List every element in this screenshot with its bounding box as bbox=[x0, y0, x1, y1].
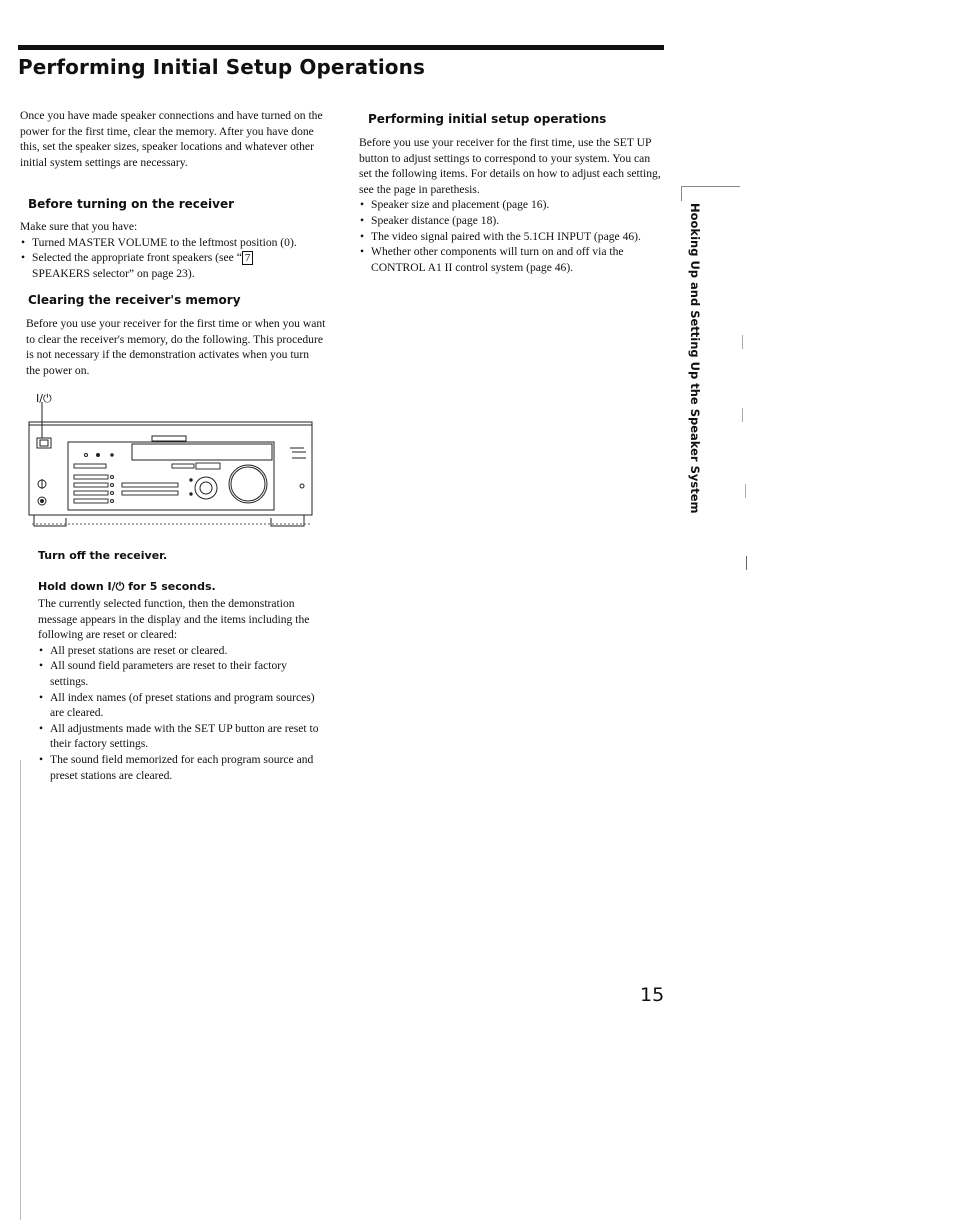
scan-mark bbox=[742, 335, 743, 349]
list-item: • All adjustments made with the SET UP button are reset to their factory settings. bbox=[38, 721, 328, 752]
list-item: • The video signal paired with the 5.1CH INPUT (page 46). bbox=[359, 229, 665, 245]
scan-mark bbox=[746, 556, 747, 570]
list-item-text: SPEAKERS selector” on page 23). bbox=[32, 266, 195, 280]
intro-text: Once you have made speaker connections and have turned on the power for the first time, clear the memory. After you have done this, set the speaker sizes, speaker locations and whatever other initial system settings are necessary. bbox=[20, 109, 323, 169]
list-item: • Speaker size and placement (page 16). bbox=[359, 197, 665, 213]
step-2: Hold down I/⏻ for 5 seconds. bbox=[38, 580, 216, 593]
scan-mark bbox=[745, 484, 746, 498]
scan-mark bbox=[742, 408, 743, 422]
list-item: • All index names (of preset stations and program sources) are cleared. bbox=[38, 690, 328, 721]
list-item: • All preset stations are reset or cleared. bbox=[38, 643, 328, 659]
intro-paragraph bbox=[20, 108, 326, 170]
step-2-body bbox=[38, 596, 328, 783]
setup-text: Before you use your receiver for the first time, use the SET UP button to adjust settings to correspond to your system. You can set the following items. For details on how to adjust each setting, see the page in parethesis. bbox=[359, 136, 661, 196]
before-body bbox=[20, 219, 326, 281]
side-tab-label: Hooking Up and Setting Up the Speaker System bbox=[688, 203, 702, 514]
page-number: 15 bbox=[640, 984, 665, 1006]
setup-heading: Performing initial setup operations bbox=[368, 112, 607, 126]
step-2-text: The currently selected function, then the demonstration message appears in the display and the items including the following are reset or cleared: bbox=[38, 597, 310, 642]
before-section bbox=[28, 197, 234, 211]
clearing-body bbox=[26, 316, 326, 378]
setup-section bbox=[368, 112, 606, 126]
before-heading: Before turning on the receiver bbox=[28, 197, 235, 211]
setup-list bbox=[359, 197, 665, 275]
setup-body bbox=[359, 135, 665, 275]
receiver-illustration bbox=[26, 400, 318, 535]
clearing-section bbox=[28, 293, 241, 307]
side-tab bbox=[688, 203, 710, 514]
list-item-text: Selected the appropriate front speakers (see “ bbox=[32, 251, 242, 265]
scan-mark bbox=[20, 760, 21, 1220]
before-lead: Make sure that you have: bbox=[20, 220, 138, 233]
list-item: • The sound field memorized for each program source and preset stations are cleared. bbox=[38, 752, 328, 783]
list-item-text: Turned MASTER VOLUME to the leftmost position (0). bbox=[32, 235, 297, 249]
list-item bbox=[20, 235, 326, 251]
clearing-text: Before you use your receiver for the first time or when you want to clear the receiver's memory, do the following. This procedure is not necessary if the demonstration activates when you turn the power on. bbox=[26, 317, 326, 377]
power-label: I/⏻ bbox=[36, 392, 52, 405]
before-list bbox=[20, 235, 326, 282]
step-1: Turn off the receiver. bbox=[38, 549, 168, 562]
page-title: Performing Initial Setup Operations bbox=[18, 55, 425, 79]
clearing-heading: Clearing the receiver's memory bbox=[28, 293, 241, 307]
list-item: • Whether other components will turn on and off via the CONTROL A1 II control system (page 46). bbox=[359, 244, 665, 275]
header-rule bbox=[18, 45, 664, 50]
side-tab-marker bbox=[681, 186, 740, 201]
reference-number: 7 bbox=[242, 251, 254, 265]
reset-list bbox=[38, 643, 328, 783]
list-item: • All sound field parameters are reset to their factory settings. bbox=[38, 658, 328, 689]
list-item bbox=[20, 250, 326, 281]
list-item: • Speaker distance (page 18). bbox=[359, 213, 665, 229]
